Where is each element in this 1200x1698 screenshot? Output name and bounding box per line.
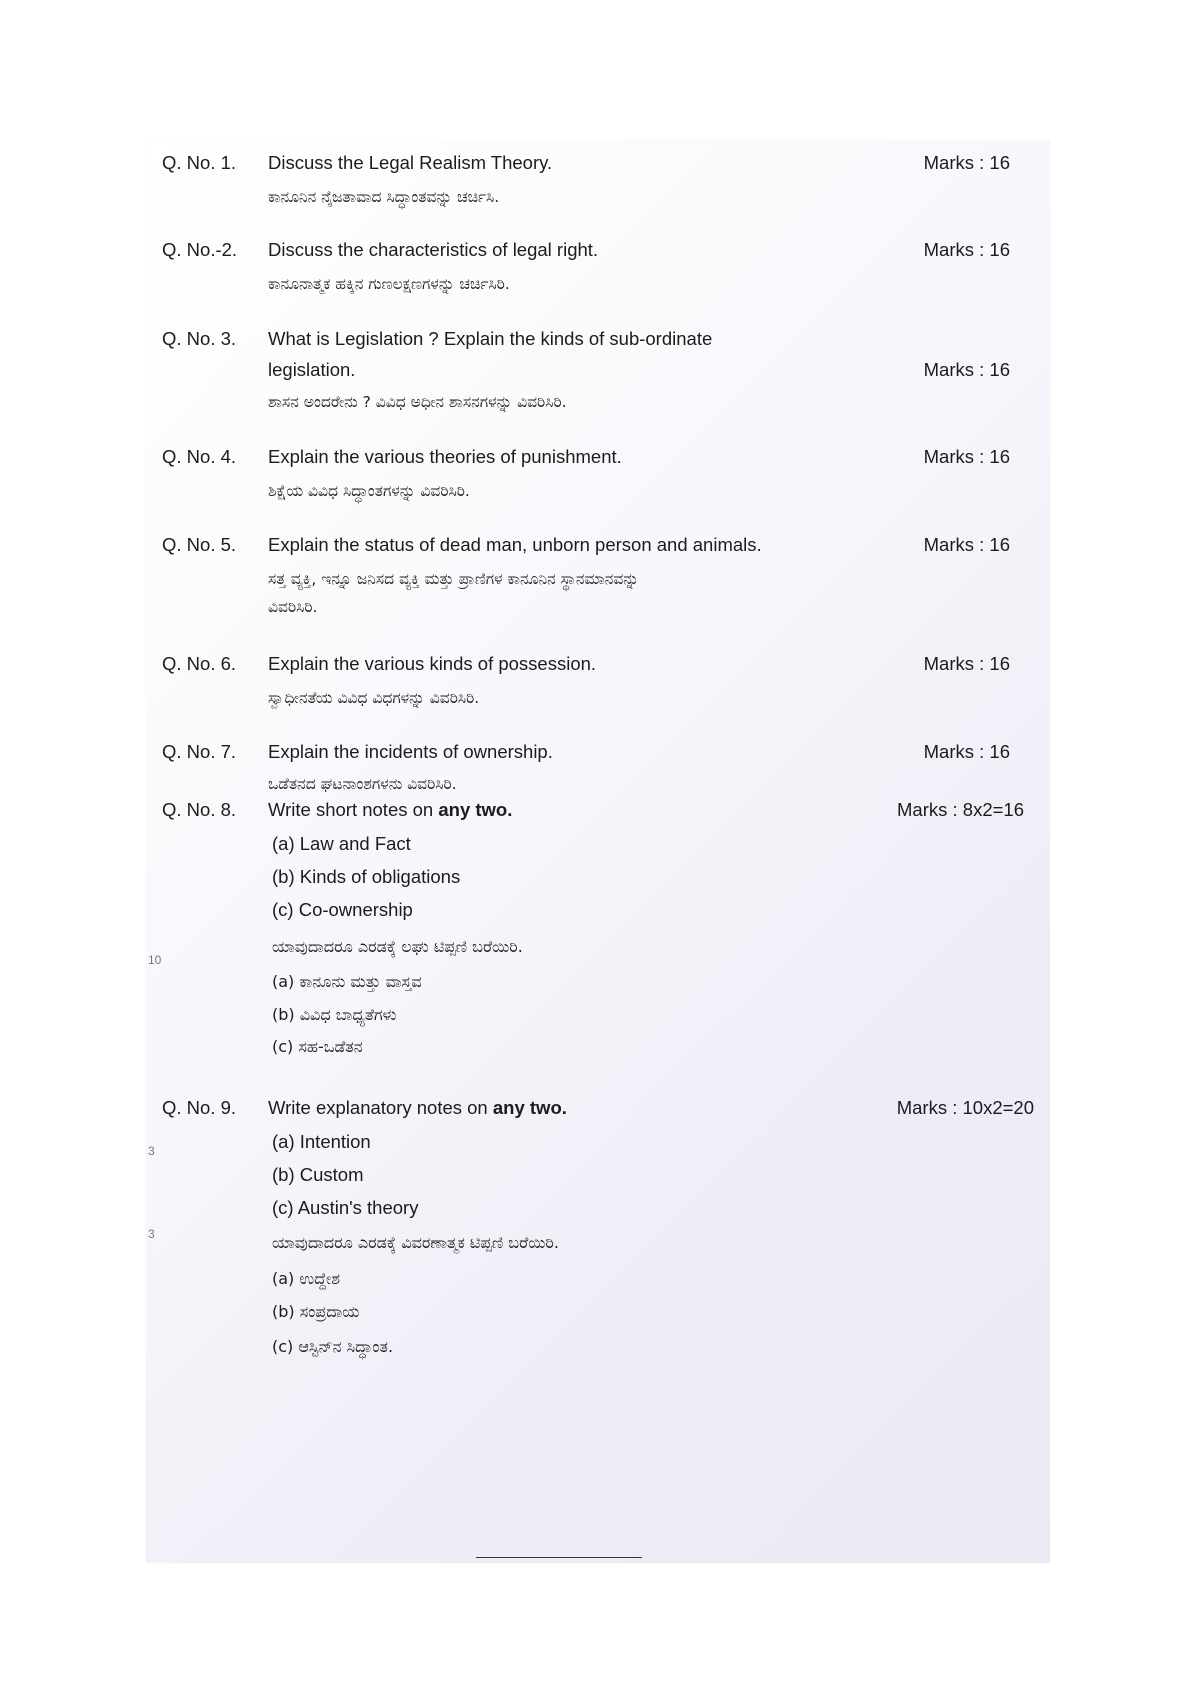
- question-text-kannada: ಕಾನೂನಿನ ನೈಜತಾವಾದ ಸಿದ್ಧಾಂತವನ್ನು ಚರ್ಚಿಸಿ.: [268, 188, 500, 206]
- option-c: (c) Co-ownership: [272, 899, 413, 920]
- question-text: Explain the status of dead man, unborn person and animals.: [268, 534, 762, 555]
- question-marks: Marks : 16: [923, 446, 1010, 467]
- option-a-kannada: (a) ಕಾನೂನು ಮತ್ತು ವಾಸ್ತವ: [272, 972, 422, 991]
- question-text-kannada: ಶಿಕ್ಷೆಯ ವಿವಿಧ ಸಿದ್ಧಾಂತಗಳನ್ನು ವಿವರಿಸಿರಿ.: [268, 482, 470, 500]
- question-marks: Marks : 16: [923, 653, 1010, 674]
- question-text-continued: legislation.: [268, 359, 356, 380]
- margin-mark: 10: [148, 953, 162, 967]
- option-a: (a) Intention: [272, 1131, 371, 1152]
- question-number: Q. No. 5.: [162, 534, 237, 555]
- margin-mark: 3: [148, 1144, 155, 1158]
- option-b: (b) Custom: [272, 1164, 364, 1185]
- question-number: Q. No. 9.: [162, 1097, 237, 1118]
- question-text: What is Legislation ? Explain the kinds of sub-ordinate: [268, 328, 713, 349]
- option-a-kannada: (a) ಉದ್ದೇಶ: [272, 1269, 340, 1288]
- option-b: (b) Kinds of obligations: [272, 866, 461, 887]
- question-text-kannada: ಕಾನೂನಾತ್ಮಕ ಹಕ್ಕಿನ ಗುಣಲಕ್ಷಣಗಳನ್ನು ಚರ್ಚಿಸಿರಿ.: [268, 275, 510, 293]
- margin-mark: 3: [148, 1227, 155, 1241]
- question-text-kannada-continued: ವಿವರಿಸಿರಿ.: [268, 598, 318, 616]
- question-text-kannada: ಒಡೆತನದ ಘಟನಾಂಶಗಳನು ವಿವರಿಸಿರಿ.: [268, 775, 457, 793]
- option-b-kannada: (b) ಸಂಪ್ರದಾಯ: [272, 1302, 360, 1321]
- option-c: (c) Austin's theory: [272, 1197, 419, 1218]
- question-marks: Marks : 16: [923, 152, 1010, 173]
- question-marks: Marks : 16: [923, 741, 1010, 762]
- question-text: Explain the various theories of punishment.: [268, 446, 622, 467]
- question-text: [268, 1097, 567, 1119]
- question-number: Q. No. 8.: [162, 799, 237, 820]
- question-text-kannada: ಸತ್ತ ವ್ಯಕ್ತಿ, ಇನ್ನೂ ಜನಿಸದ ವ್ಯಕ್ತಿ ಮತ್ತು ಪ್ರಾಣಿಗಳ ಕಾನೂನಿನ ಸ್ಥಾನಮಾನವನ್ನು: [268, 570, 639, 588]
- question-text-kannada: ಸ್ವಾಧೀನತೆಯ ವಿವಿಧ ವಿಧಗಳನ್ನು ವಿವರಿಸಿರಿ.: [268, 689, 480, 707]
- question-number: Q. No. 4.: [162, 446, 237, 467]
- question-number: Q. No. 7.: [162, 741, 237, 762]
- question-marks: Marks : 8x2=16: [897, 799, 1024, 820]
- question-text-prefix: Write explanatory notes on: [268, 1097, 493, 1118]
- option-b-kannada: (b) ವಿವಿಧ ಬಾಧ್ಯತೆಗಳು: [272, 1005, 397, 1024]
- question-text: Discuss the Legal Realism Theory.: [268, 152, 553, 173]
- exam-paper: [146, 140, 1050, 1563]
- question-text: Explain the incidents of ownership.: [268, 741, 553, 762]
- question-marks: Marks : 16: [923, 359, 1010, 380]
- question-text-kannada: ಯಾವುದಾದರೂ ಎರಡಕ್ಕೆ ಲಘು ಟಿಪ್ಪಣಿ ಬರೆಯಿರಿ.: [272, 937, 523, 956]
- question-number: Q. No. 6.: [162, 653, 237, 674]
- question-text-emphasis: any two.: [438, 799, 513, 820]
- question-text-prefix: Write short notes on: [268, 799, 439, 820]
- question-marks: Marks : 16: [923, 239, 1010, 260]
- option-a: (a) Law and Fact: [272, 833, 411, 854]
- question-text-kannada: ಶಾಸನ ಅಂದರೇನು ? ವಿವಿಧ ಅಧೀನ ಶಾಸನಗಳನ್ನು ವಿವರಿಸಿರಿ.: [268, 393, 567, 411]
- question-text: Explain the various kinds of possession.: [268, 653, 597, 674]
- question-text-emphasis: any two.: [492, 1097, 567, 1118]
- question-number: Q. No.-2.: [162, 239, 238, 260]
- question-text: Discuss the characteristics of legal right.: [268, 239, 599, 260]
- question-number: Q. No. 1.: [162, 152, 237, 173]
- option-c-kannada: (c) ಆಸ್ಟಿನ್‌ನ ಸಿದ್ಧಾಂತ.: [272, 1337, 394, 1356]
- question-number: Q. No. 3.: [162, 328, 237, 349]
- question-text-kannada: ಯಾವುದಾದರೂ ಎರಡಕ್ಕೆ ವಿವರಣಾತ್ಮಕ ಟಿಪ್ಪಣಿ ಬರೆಯಿರಿ.: [272, 1233, 559, 1252]
- option-c-kannada: (c) ಸಹ-ಒಡೆತನ: [272, 1037, 363, 1056]
- question-marks: Marks : 10x2=20: [896, 1097, 1034, 1118]
- end-of-paper-rule: [476, 1557, 642, 1558]
- question-marks: Marks : 16: [923, 534, 1010, 555]
- question-text: [268, 799, 512, 821]
